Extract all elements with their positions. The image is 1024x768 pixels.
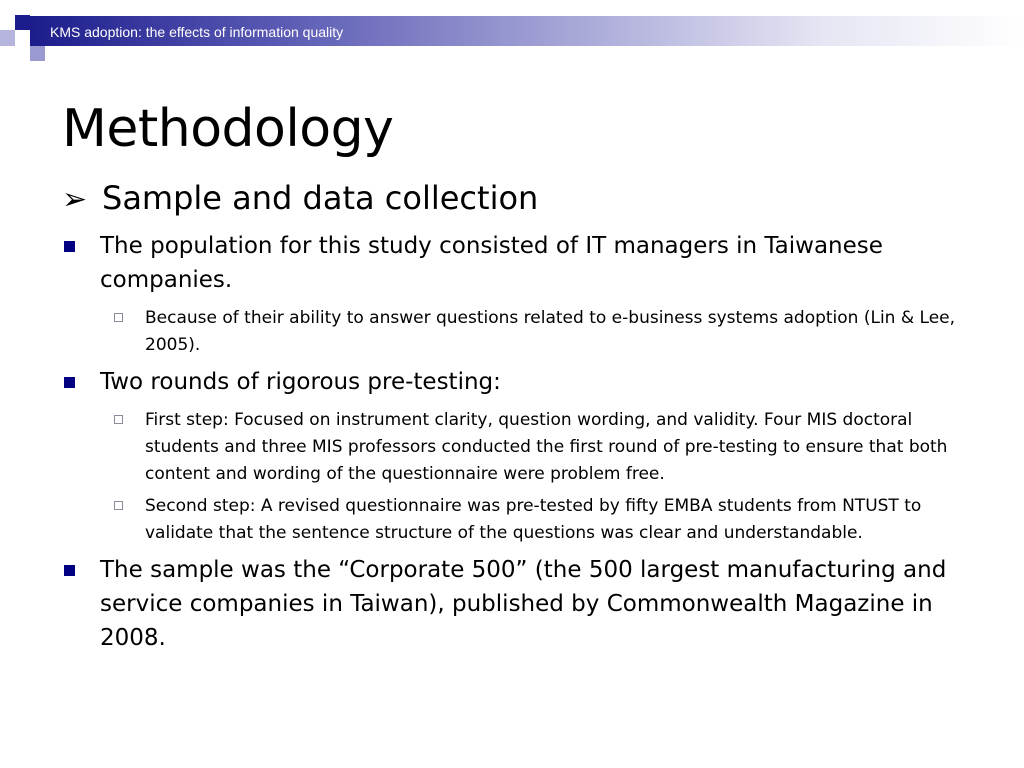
sub-bullet-text: First step: Focused on instrument clarity, question wording, and validity. Four MIS doctoral students and three MIS professors conducted the first round of pre-testing to ensure that both content and wording of the questionnaire were problem free. bbox=[145, 410, 948, 484]
header-text: KMS adoption: the effects of information quality bbox=[50, 24, 344, 40]
sub-bullet-item bbox=[62, 407, 962, 488]
square-bullet-icon bbox=[64, 241, 75, 252]
bullet-list bbox=[62, 229, 962, 663]
sub-bullet-list bbox=[62, 407, 962, 547]
bullet-text: The sample was the “Corporate 500” (the 500 largest manufacturing and service companies in Taiwan), published by Commonwealth Magazine in 2008. bbox=[100, 557, 947, 651]
bullet-text: The population for this study consisted of IT managers in Taiwanese companies. bbox=[100, 233, 883, 293]
square-bullet-icon bbox=[64, 565, 75, 576]
sub-bullet-text: Second step: A revised questionnaire was pre-tested by fifty EMBA students from NTUST to validate that the sentence structure of the questions was clear and understandable. bbox=[145, 496, 922, 543]
slide-title: Methodology bbox=[62, 99, 394, 159]
hollow-square-bullet-icon bbox=[114, 501, 123, 510]
bullet-item bbox=[62, 229, 962, 297]
sub-bullet-item bbox=[62, 305, 962, 359]
arrow-bullet-icon: ➢ bbox=[62, 182, 88, 217]
bullet-text: Two rounds of rigorous pre-testing: bbox=[100, 369, 501, 395]
decor-square-dark bbox=[15, 15, 30, 30]
hollow-square-bullet-icon bbox=[114, 313, 123, 322]
slide-subtitle bbox=[62, 176, 538, 222]
decor-square-mid bbox=[30, 46, 45, 61]
square-bullet-icon bbox=[64, 377, 75, 388]
subtitle-text: Sample and data collection bbox=[102, 179, 539, 217]
sub-bullet-item bbox=[62, 493, 962, 547]
hollow-square-bullet-icon bbox=[114, 415, 123, 424]
sub-bullet-text: Because of their ability to answer questions related to e-business systems adoption (Lin & Lee, 2005). bbox=[145, 308, 956, 355]
bullet-item bbox=[62, 365, 962, 399]
sub-bullet-list bbox=[62, 305, 962, 359]
bullet-item bbox=[62, 553, 962, 655]
decor-square-light bbox=[0, 30, 15, 46]
